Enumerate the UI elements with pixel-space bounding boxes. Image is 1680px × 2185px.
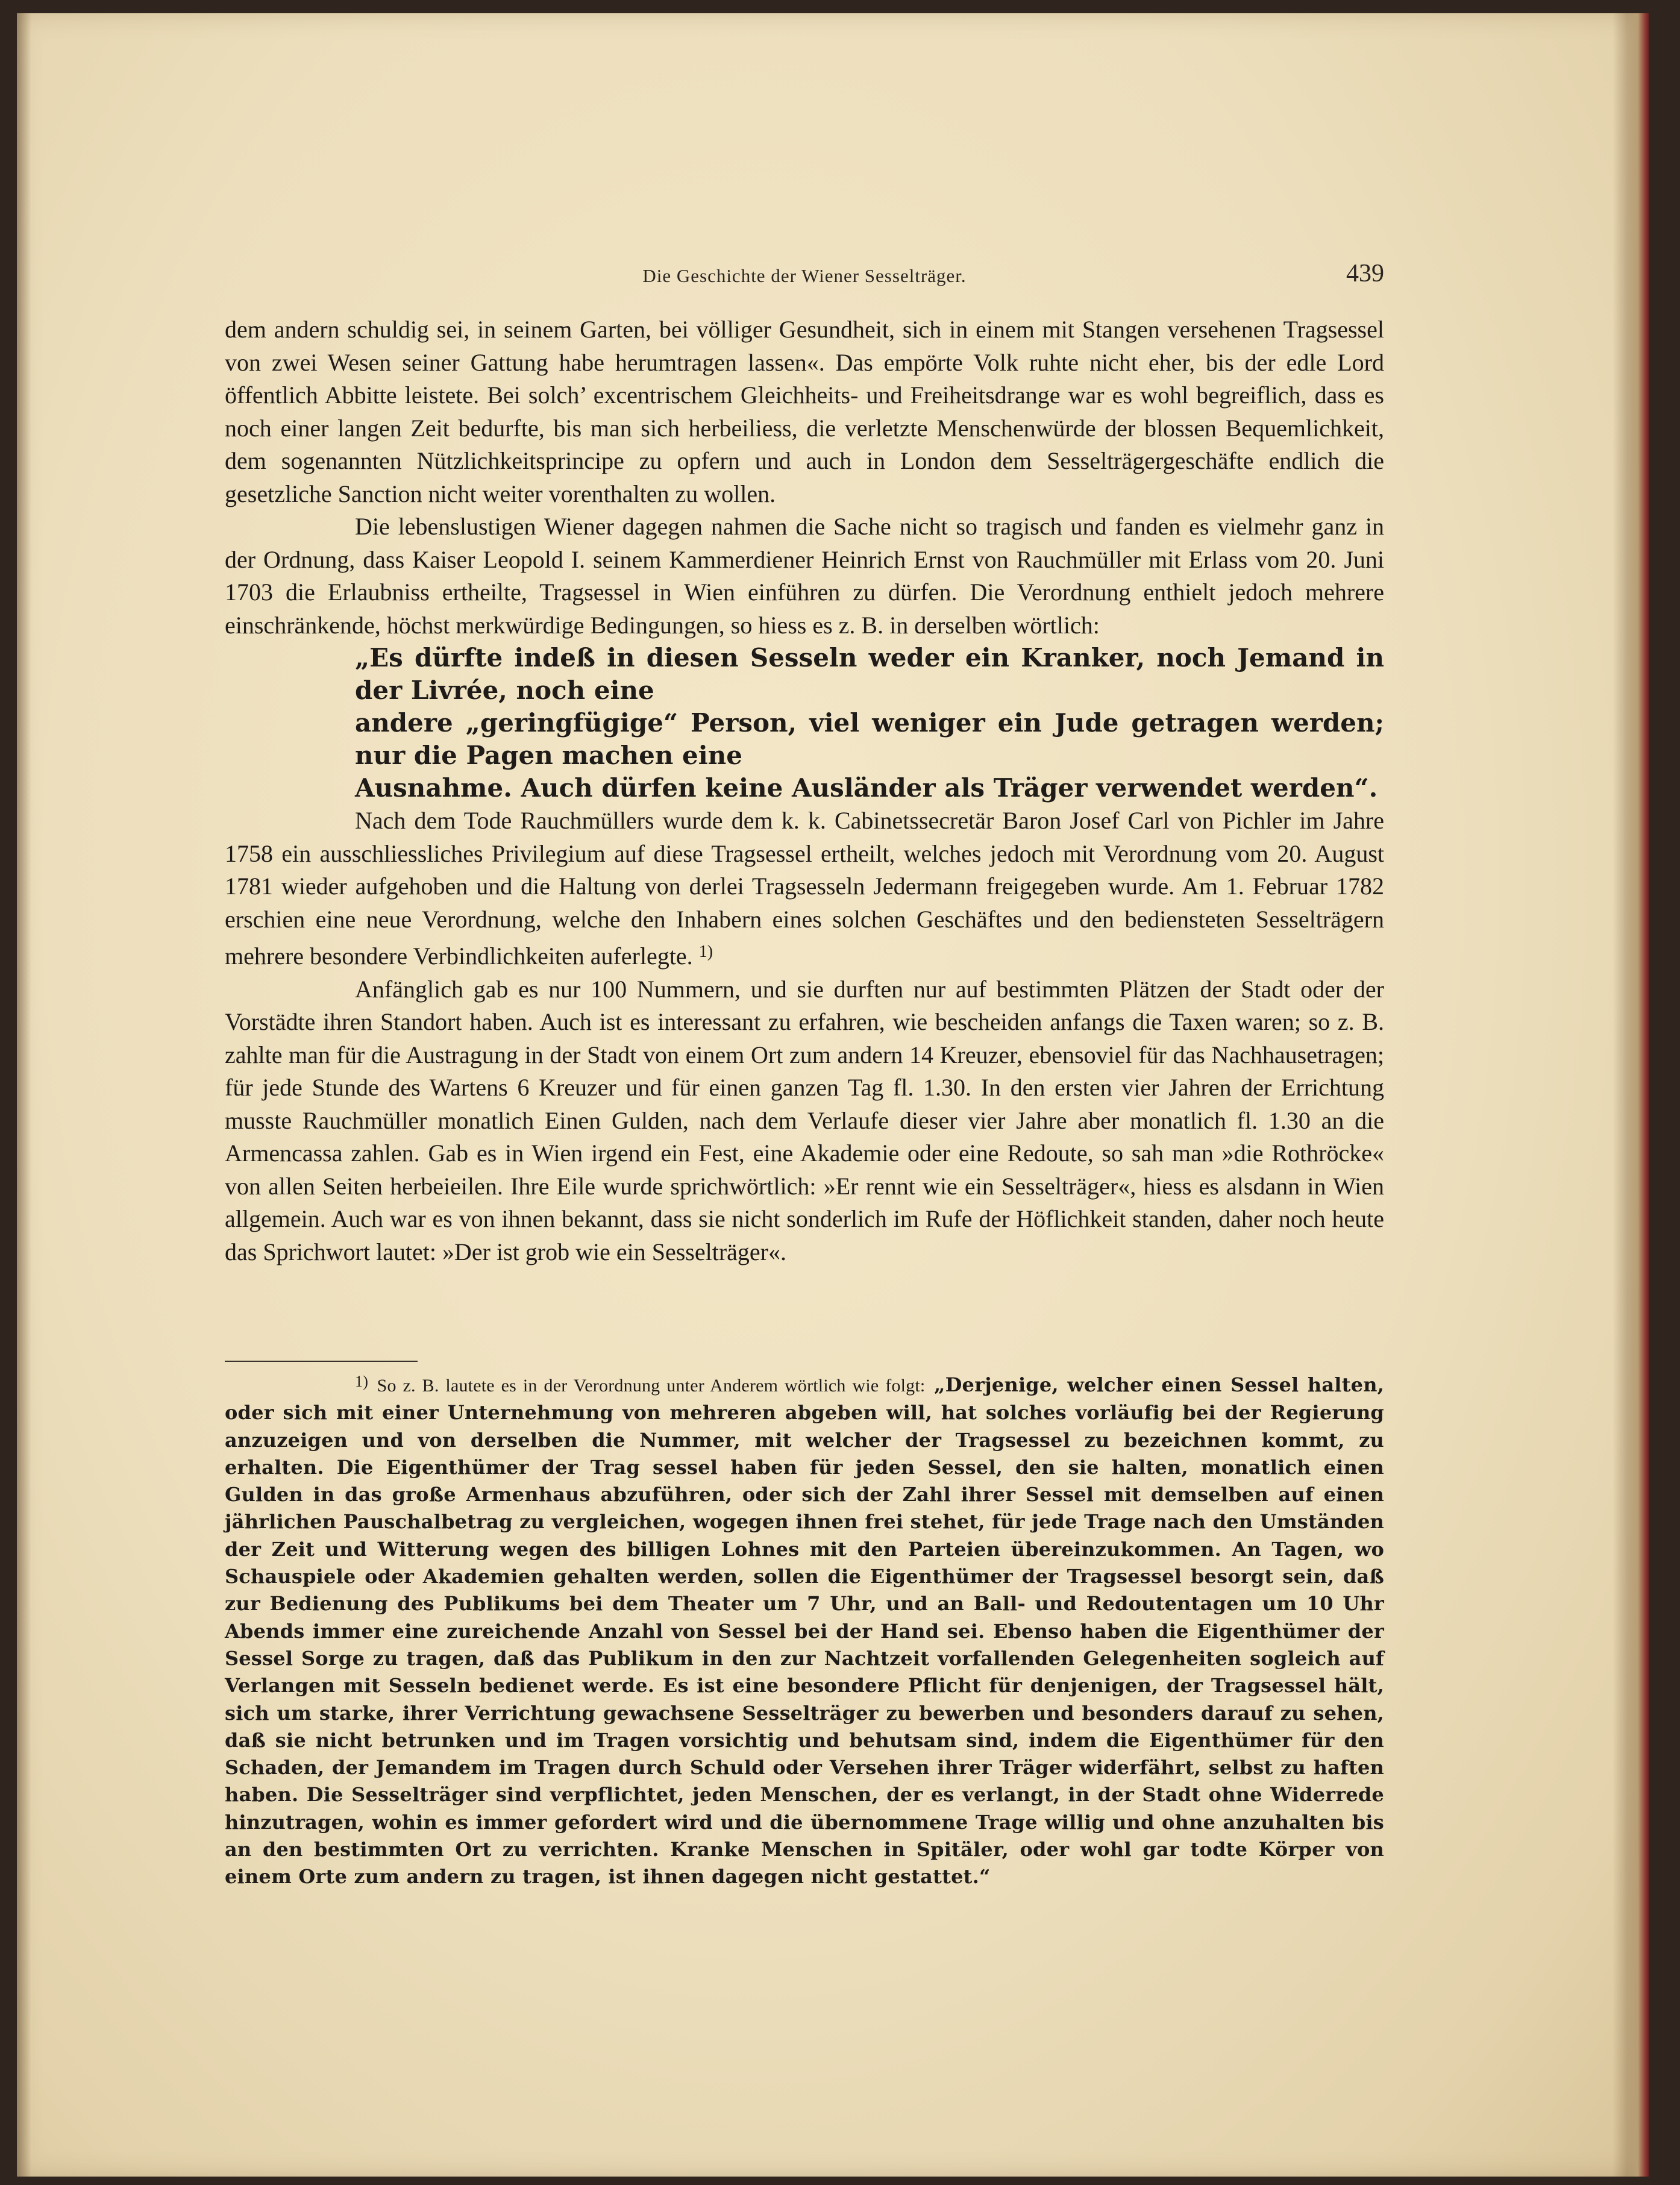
gutter-shadow bbox=[17, 13, 31, 2177]
running-title: Die Geschichte der Wiener Sesselträger. bbox=[642, 265, 967, 286]
footnote-separator bbox=[225, 1361, 418, 1362]
paragraph-4: Anfänglich gab es nur 100 Nummern, und sie durften nur auf bestimmten Plätzen der Stadt oder der Vorstädte ihren Standort haben. Auch ist es interessant zu erfahren, wie bescheiden anfangs die Taxen waren; so z. B. zahlte man für die Austragung in der Stadt von einem Ort zum andern 14 Kreuzer, ebensoviel für das Nachhausetragen; für jede Stunde des Wartens 6 Kreuzer und für einen ganzen Tag fl. 1.30. In den ersten vier Jahren der Errichtung musste Rauchmüller monatlich Einen Gulden, nach dem Verlaufe dieser vier Jahre aber monatlich fl. 1.30 an die Armencassa zahlen. Gab es in Wien irgend ein Fest, eine Akademie oder eine Redoute, so sah man »die Rothröcke« von allen Seiten herbeieilen. Ihre Eile wurde sprichwörtlich: »Er rennt wie ein Sesselträger«, hiess es alsdann in Wien allgemein. Auch war es von ihnen bekannt, dass sie nicht sonderlich im Rufe der Höflichkeit standen, daher noch heute das Sprichwort lautet: »Der ist grob wie ein Sesselträger«. bbox=[225, 975, 1384, 1265]
book-binding-edge bbox=[1613, 13, 1649, 2177]
paragraph-3-text: Nach dem Tode Rauchmüllers wurde dem k. k. Cabinetssecretär Baron Josef Carl von Pichler im Jahre 1758 ein ausschliessliches Privilegium auf diese Tragsessel ertheilt, welches jedoch mit Verordnung vom 20. August 1781 wieder aufgehoben und die Haltung von derlei Tragsesseln Jedermann freigegeben wurde. Am 1. Februar 1782 erschien eine neue Verordnung, welche den Inhabern eines solchen Geschäftes und den bediensteten Sesselträgern mehrere besondere Verbindlichkeiten auferlegte. bbox=[225, 807, 1384, 970]
quote-line-1: „Es dürfte indeß in diesen Sesseln weder ein Kranker, noch Jemand in der Livrée, noch eine bbox=[355, 643, 1384, 705]
page-number: 439 bbox=[1346, 260, 1384, 287]
footnote-marker: 1) bbox=[355, 1373, 369, 1390]
footnote bbox=[225, 1368, 1384, 1891]
footnote-text: „Derjenige, welcher einen Sessel halten, oder sich mit einer Unternehmung von mehreren abgeben will, hat solches vorläufig bei der Regierung anzuzeigen und von derselben die Nummer, mit welcher der Tragsessel zu bezeichnen kommt, zu erhalten. Die Eigenthümer der Trag sessel haben für jeden Sessel, den sie halten, monatlich einen Gulden in das große Armenhaus abzuführen, oder sich der Zahl ihrer Sessel mit demselben auf einen jährlichen Pauschalbetrag zu vergleichen, wogegen ihnen frei stehet, für jede Trage nach den Umständen der Zeit und Witterung wegen des billigen Lohnes mit den Parteien übereinzukommen. An Tagen, wo Schauspiele oder Akademien gehalten werden, sollen die Eigenthümer der Tragsessel besorgt sein, daß zur Bedienung des Publikums bei dem Theater um 7 Uhr, und an Ball- und Redoutentagen um 10 Uhr Abends immer eine zureichende Anzahl von Sessel bei der Hand sei. Ebenso haben die Eigenthümer der Sessel Sorge zu tragen, daß das Publikum in den zur Nachtzeit vorfallenden Gelegenheiten sogleich auf Verlangen mit Sesseln bedienet werde. Es ist eine besondere Pflicht für denjenigen, der Tragsessel hält, sich um starke, ihrer Verrichtung gewachsene Sesselträger zu bewerben und besonders darauf zu sehen, daß sie nicht betrunken und im Tragen vorsichtig und behutsam sind, indem die Eigenthümer für den Schaden, der Jemandem im Tragen durch Schuld oder Versehen ihrer Träger widerfährt, selbst zu haften haben. Die Sesselträger sind verpflichtet, jeden Menschen, der es verlangt, in der Stadt ohne Widerrede hinzutragen, wohin es immer gefordert wird und die übernommene Trage willig und ohne anzuhalten bis an den bestimmten Ort zu verrichten. Kranke Menschen in Spitäler, oder wohl gar todte Körper von einem Orte zum andern zu tragen, ist ihnen dagegen nicht gestattet.“ bbox=[225, 1373, 1384, 1889]
main-text bbox=[225, 313, 1384, 1268]
footnote-reference: 1) bbox=[698, 942, 713, 961]
paragraph-2: Die lebenslustigen Wiener dagegen nahmen die Sache nicht so tragisch und fanden es vielmehr ganz in der Ordnung, dass Kaiser Leopold I. seinem Kammerdiener Heinrich Ernst von Rauchmüller mit Erlass vom 20. Juni 1703 die Erlaubniss ertheilte, Tragsessel in Wien einführen zu dürfen. Die Verordnung enthielt jedoch mehrere einschränkende, höchst merkwürdige Bedingungen, so hiess es z. B. in derselben wörtlich: bbox=[225, 513, 1384, 639]
quote-line-2: andere „geringfügige“ Person, viel weniger ein Jude getragen werden; nur die Pagen machen eine bbox=[355, 708, 1384, 770]
paragraph-3 bbox=[225, 804, 1384, 973]
footnote-lead: So z. B. lautete es in der Verordnung unter Anderem wörtlich wie folgt: bbox=[377, 1376, 926, 1396]
blackletter-quote bbox=[225, 642, 1384, 804]
quote-line-3: Ausnahme. Auch dürfen keine Ausländer als Träger verwendet werden“. bbox=[355, 773, 1378, 803]
paragraph-1: dem andern schuldig sei, in seinem Garten, bei völliger Gesundheit, sich in einem mit Stangen versehenen Tragsessel von zwei Wesen seiner Gattung habe herumtragen lassen«. Das empörte Volk ruhte nicht eher, bis der edle Lord öffentlich Abbitte leistete. Bei solch’ excentrischem Gleichheits- und Freiheitsdrange war es wohl begreiflich, dass es noch einer langen Zeit bedurfte, bis man sich herbeiliess, die verletzte Menschenwürde der blossen Bequemlichkeit, dem sogenannten Nützlichkeitsprincipe zu opfern und auch in London dem Sesselträgergeschäfte endlich die gesetzliche Sanction nicht weiter vorenthalten zu wollen. bbox=[225, 316, 1384, 507]
page-header bbox=[225, 259, 1384, 295]
